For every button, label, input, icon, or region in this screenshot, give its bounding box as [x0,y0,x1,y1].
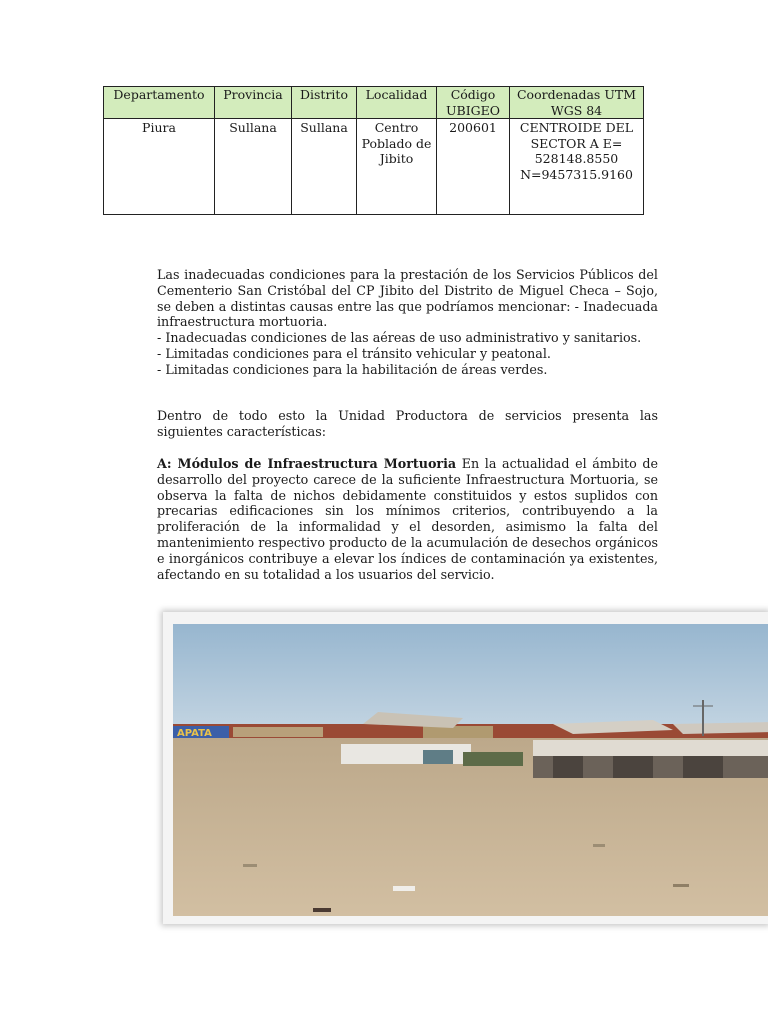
header-codigo-ubigeo: Código UBIGEO [437,87,510,119]
section-a-paragraph [157,456,658,582]
cell-distrito: Sullana [292,119,357,215]
cemetery-photo [163,612,768,924]
header-distrito: Distrito [292,87,357,119]
cause-item: - Inadecuadas condiciones de las aéreas de uso administrativo y sanitarios. [157,330,642,346]
header-provincia: Provincia [215,87,292,119]
section-a-title: A: Módulos de Infraestructura Mortuoria [157,456,457,471]
table-row [104,119,644,215]
cell-departamento: Piura [104,119,215,215]
intro-text: Las inadecuadas condiciones para la prestación de los Servicios Públicos del Cementerio San Cristóbal del CP Jibito del Distrito de Miguel Checa – Sojo, se deben a distintas causas entre las que podríamos mencionar: - Inadecuada infraestructura mortuoria. [157,267,658,330]
table-header-row [104,87,644,119]
section-a-body: En la actualidad el ámbito de desarrollo del proyecto carece de la suficiente Infraestructura Mortuoria, se observa la falta de nichos debidamente constituidos y estos suplidos con precarias edificaciones sin los mínimos criterios, contribuyendo a la proliferación de la informalidad y el desorden, asimismo la falta del mantenimiento respectivo producto de la acumulación de desechos orgánicos e inorgánicos contribuye a elevar los índices de contaminación ya existentes, afectando en su totalidad a los usuarios del servicio. [157,456,658,582]
cell-coordenadas: CENTROIDE DEL SECTOR A E= 528148.8550 N=9457315.9160 [510,119,644,215]
cell-provincia: Sullana [215,119,292,215]
cause-item: - Limitadas condiciones para el tránsito vehicular y peatonal. [157,345,551,361]
cell-ubigeo: 200601 [437,119,510,215]
intro-paragraph [157,267,658,378]
header-coordenadas: Coordenadas UTM WGS 84 [510,87,644,119]
cell-localidad: Centro Poblado de Jibito [357,119,437,215]
location-table [103,86,644,215]
cemetery-photo-image [173,624,768,916]
unidad-paragraph: Dentro de todo esto la Unidad Productora de servicios presenta las siguientes características: [157,408,658,439]
cause-item: - Limitadas condiciones para la habilitación de áreas verdes. [157,361,548,377]
header-departamento: Departamento [104,87,215,119]
photo-sign-text: APATA [177,728,212,739]
header-localidad: Localidad [357,87,437,119]
